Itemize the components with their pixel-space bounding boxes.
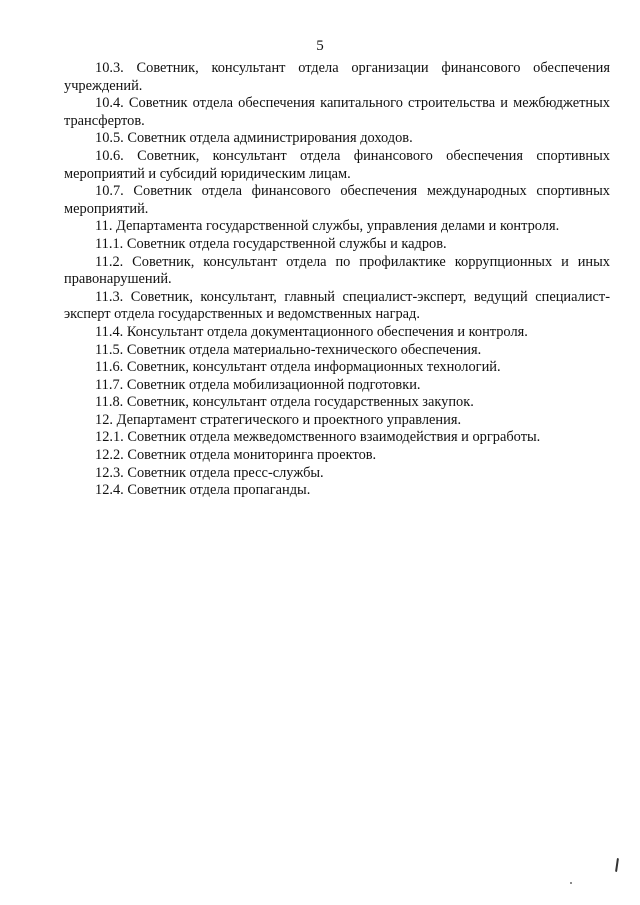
list-item: 10.4. Советник отдела обеспечения капитального строительства и межбюджетных трансфертов.	[64, 95, 610, 129]
list-item: 10.3. Советник, консультант отдела организации финансового обеспечения учреждений.	[64, 60, 610, 94]
list-item: 11.6. Советник, консультант отдела информационных технологий.	[95, 359, 501, 376]
list-item: 11.3. Советник, консультант, главный специалист-эксперт, ведущий специалист-эксперт отдела государственных и ведомственных наград.	[64, 288, 610, 323]
list-item: 12.3. Советник отдела пресс-службы.	[95, 464, 324, 481]
list-item: 12.4. Советник отдела пропаганды.	[95, 482, 311, 499]
document-body	[64, 60, 610, 500]
page-number: 5	[316, 38, 324, 54]
list-item: 11.1. Советник отдела государственной службы и кадров.	[95, 235, 447, 252]
scan-mark	[615, 858, 619, 872]
list-item: 11.2. Советник, консультант отдела по профилактике коррупционных и иных правонарушений.	[64, 253, 610, 288]
section-heading: 12. Департамент стратегического и проектного управления.	[95, 411, 462, 428]
list-item: 11.8. Советник, консультант отдела государственных закупок.	[95, 394, 474, 411]
list-item: 10.7. Советник отдела финансового обеспечения международных спортивных мероприятий.	[64, 183, 610, 217]
section-heading: 11. Департамента государственной службы, управления делами и контроля.	[95, 218, 560, 235]
list-item: 10.5. Советник отдела администрирования доходов.	[95, 130, 413, 147]
list-item: 11.7. Советник отдела мобилизационной подготовки.	[95, 376, 421, 393]
list-item: 11.5. Советник отдела материально-технического обеспечения.	[95, 341, 482, 358]
list-item: 12.2. Советник отдела мониторинга проектов.	[95, 447, 377, 464]
scan-dot	[570, 882, 572, 884]
list-item: 10.6. Советник, консультант отдела финансового обеспечения спортивных мероприятий и субсидий юридическим лицам.	[64, 147, 610, 182]
list-item: 12.1. Советник отдела межведомственного взаимодействия и оргработы.	[95, 429, 541, 446]
list-item: 11.4. Консультант отдела документационного обеспечения и контроля.	[95, 323, 528, 340]
